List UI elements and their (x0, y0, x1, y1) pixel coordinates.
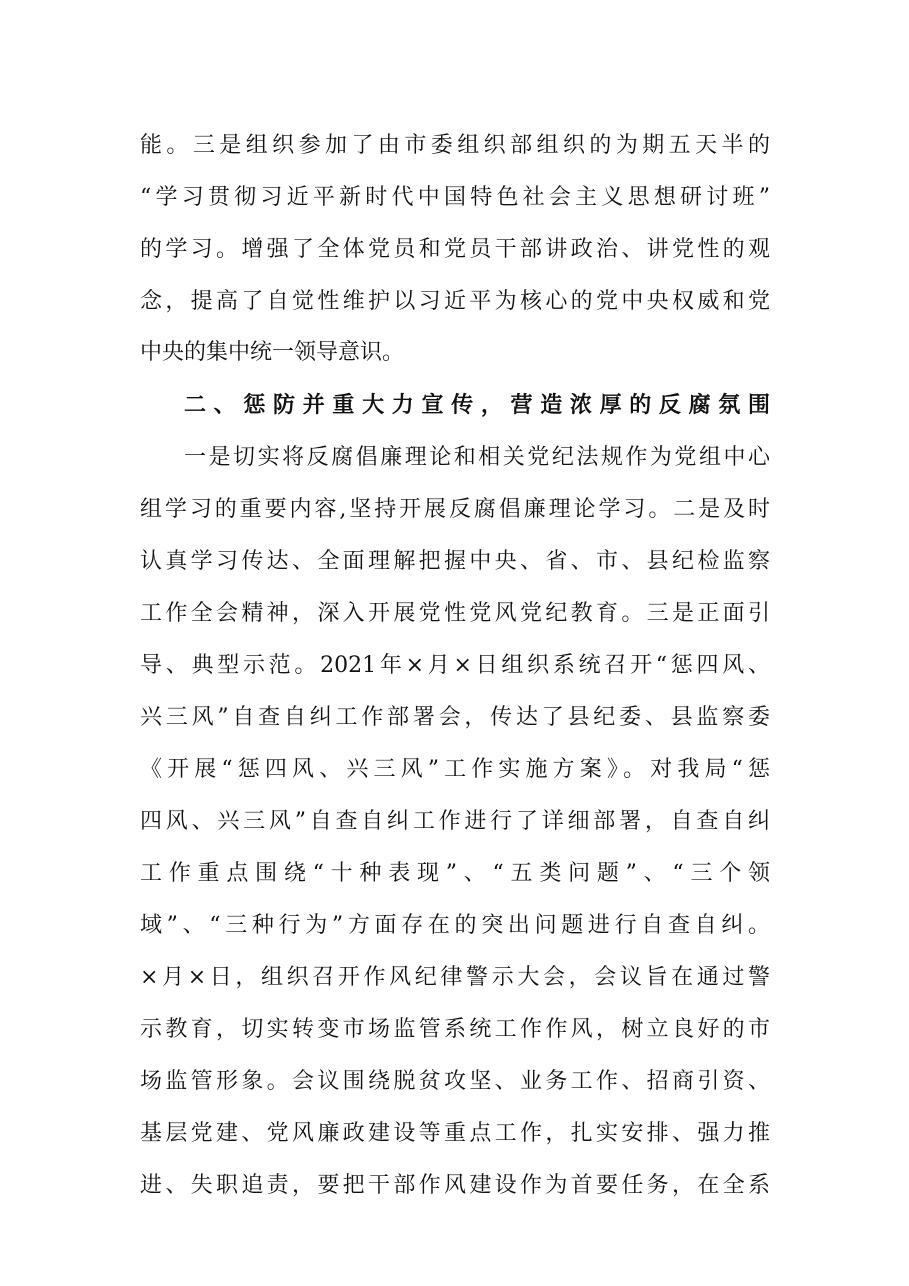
paragraph-line: 中央的集中统一领导意识。 (140, 340, 405, 365)
paragraph-line: 兴三风”自查自纠工作部署会，传达了县纪委、县监察委 (140, 705, 770, 730)
paragraph-line: 工作重点围绕“十种表现”、“五类问题”、“三个领 (140, 861, 770, 886)
paragraph-line: 认真学习传达、全面理解把握中央、省、市、县纪检监察 (140, 549, 770, 574)
paragraph-line: 导、典型示范。2021年×月×日组织系统召开“惩四风、 (140, 653, 770, 678)
paragraph-line: 基层党建、党风廉政建设等重点工作，扎实安排、强力推 (140, 1121, 770, 1146)
paragraph-line: ×月×日，组织召开作风纪律警示大会，会议旨在通过警 (140, 965, 770, 990)
paragraph-line: 念，提高了自觉性维护以习近平为核心的党中央权威和党 (140, 289, 770, 314)
paragraph-line: 的学习。增强了全体党员和党员干部讲政治、讲党性的观 (140, 237, 770, 262)
paragraph-line: 能。三是组织参加了由市委组织部组织的为期五天半的 (140, 133, 770, 158)
paragraph-line: 场监管形象。会议围绕脱贫攻坚、业务工作、招商引资、 (140, 1069, 770, 1094)
paragraph-line: 四风、兴三风”自查自纠工作进行了详细部署，自查自纠 (140, 809, 770, 834)
paragraph-line: 组学习的重要内容,坚持开展反腐倡廉理论学习。二是及时 (140, 497, 770, 522)
paragraph-line: 进、失职追责，要把干部作风建设作为首要任务，在全系 (140, 1173, 770, 1198)
section-heading: 二、惩防并重大力宣传，营造浓厚的反腐氛围 (184, 393, 770, 418)
paragraph-line: 《开展“惩四风、兴三风”工作实施方案》。对我局“惩 (140, 757, 770, 782)
paragraph-line: 示教育，切实转变市场监管系统工作作风，树立良好的市 (140, 1017, 770, 1042)
paragraph-line: 一是切实将反腐倡廉理论和相关党纪法规作为党组中心 (184, 445, 770, 470)
paragraph-line: 工作全会精神，深入开展党性党风党纪教育。三是正面引 (140, 601, 770, 626)
paragraph-line: 域”、“三种行为”方面存在的突出问题进行自查自纠。 (140, 913, 770, 938)
paragraph-line: “学习贯彻习近平新时代中国特色社会主义思想研讨班” (140, 185, 770, 210)
